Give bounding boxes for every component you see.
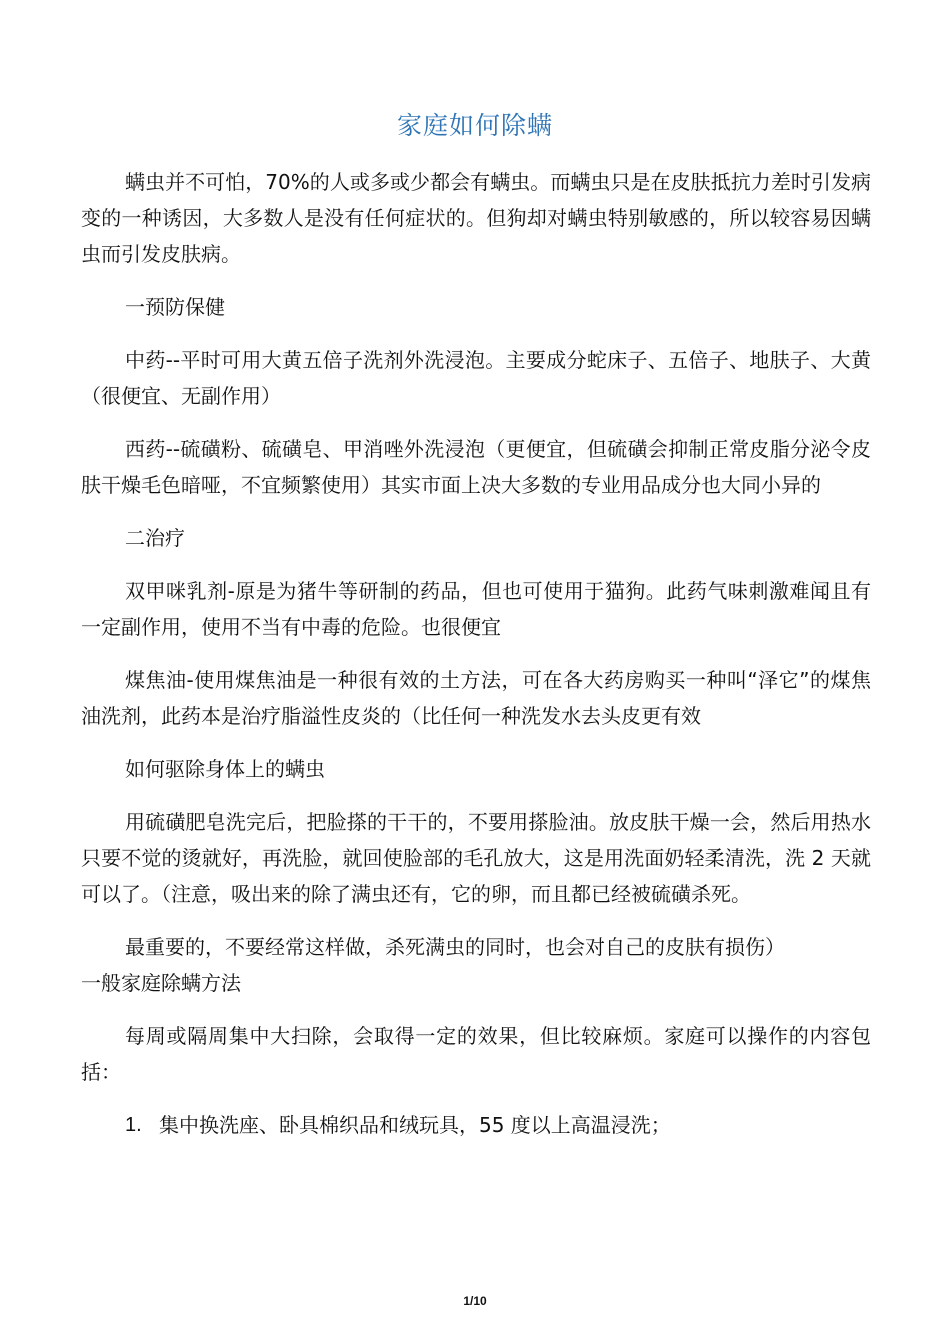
- section-heading-household: 一般家庭除螨方法: [81, 971, 241, 995]
- section-heading-body-mites: 如何驱除身体上的螨虫: [125, 757, 325, 781]
- page-number: 1/10: [463, 1294, 487, 1308]
- paragraph-chinese-medicine: 中药--平时可用大黄五倍子洗剂外洗浸泡。主要成分蛇床子、五倍子、地肤子、大黄（很便宜、无副作用）: [81, 348, 871, 408]
- paragraph-important-note: 最重要的，不要经常这样做，杀死满虫的同时，也会对自己的皮肤有损伤）: [125, 935, 785, 959]
- paragraph-western-medicine: 西药--硫磺粉、硫磺皂、甲消唑外洗浸泡（更便宜，但硫磺会抑制正常皮脂分泌令皮肤干燥毛色暗哑，不宜频繁使用）其实市面上决大多数的专业用品成分也大同小异的: [81, 437, 871, 497]
- paragraph-coal-tar: 煤焦油-使用煤焦油是一种很有效的土方法，可在各大药房购买一种叫“泽它”的煤焦油洗剂，此药本是治疗脂溢性皮炎的（比任何一种洗发水去头皮更有效: [81, 668, 871, 728]
- list-item: [81, 1107, 871, 1143]
- document-title: 家庭如何除螨: [396, 111, 553, 140]
- paragraph-sulfur-soap: 用硫磺肥皂洗完后，把脸搽的干干的，不要用搽脸油。放皮肤干燥一会，然后用热水只要不觉的烫就好，再洗脸，就回使脸部的毛孔放大，这是用洗面奶轻柔清洗，洗 2 天就可以了。（注意，吸出来的除了满虫还有，它的卵，而且都已经被硫磺杀死。: [81, 810, 871, 906]
- document-body: [81, 164, 871, 1143]
- list-item-number: 1.: [125, 1114, 142, 1136]
- section-heading-prevention: 一预防保健: [125, 295, 225, 319]
- section-heading-treatment: 二治疗: [125, 526, 185, 550]
- paragraph-weekly-cleaning: 每周或隔周集中大扫除，会取得一定的效果，但比较麻烦。家庭可以操作的内容包括：: [81, 1024, 871, 1084]
- paragraph-amitraz: 双甲咪乳剂-原是为猪牛等研制的药品，但也可使用于猫狗。此药气味刺激难闻且有一定副作用，使用不当有中毒的危险。也很便宜: [81, 579, 871, 639]
- list-item-text: 集中换洗座、卧具棉织品和绒玩具，55 度以上高温浸洗；: [159, 1113, 671, 1137]
- paragraph-intro: 螨虫并不可怕，70%的人或多或少都会有螨虫。而螨虫只是在皮肤抵抗力差时引发病变的一种诱因，大多数人是没有任何症状的。但狗却对螨虫特别敏感的，所以较容易因螨虫而引发皮肤病。: [81, 170, 871, 266]
